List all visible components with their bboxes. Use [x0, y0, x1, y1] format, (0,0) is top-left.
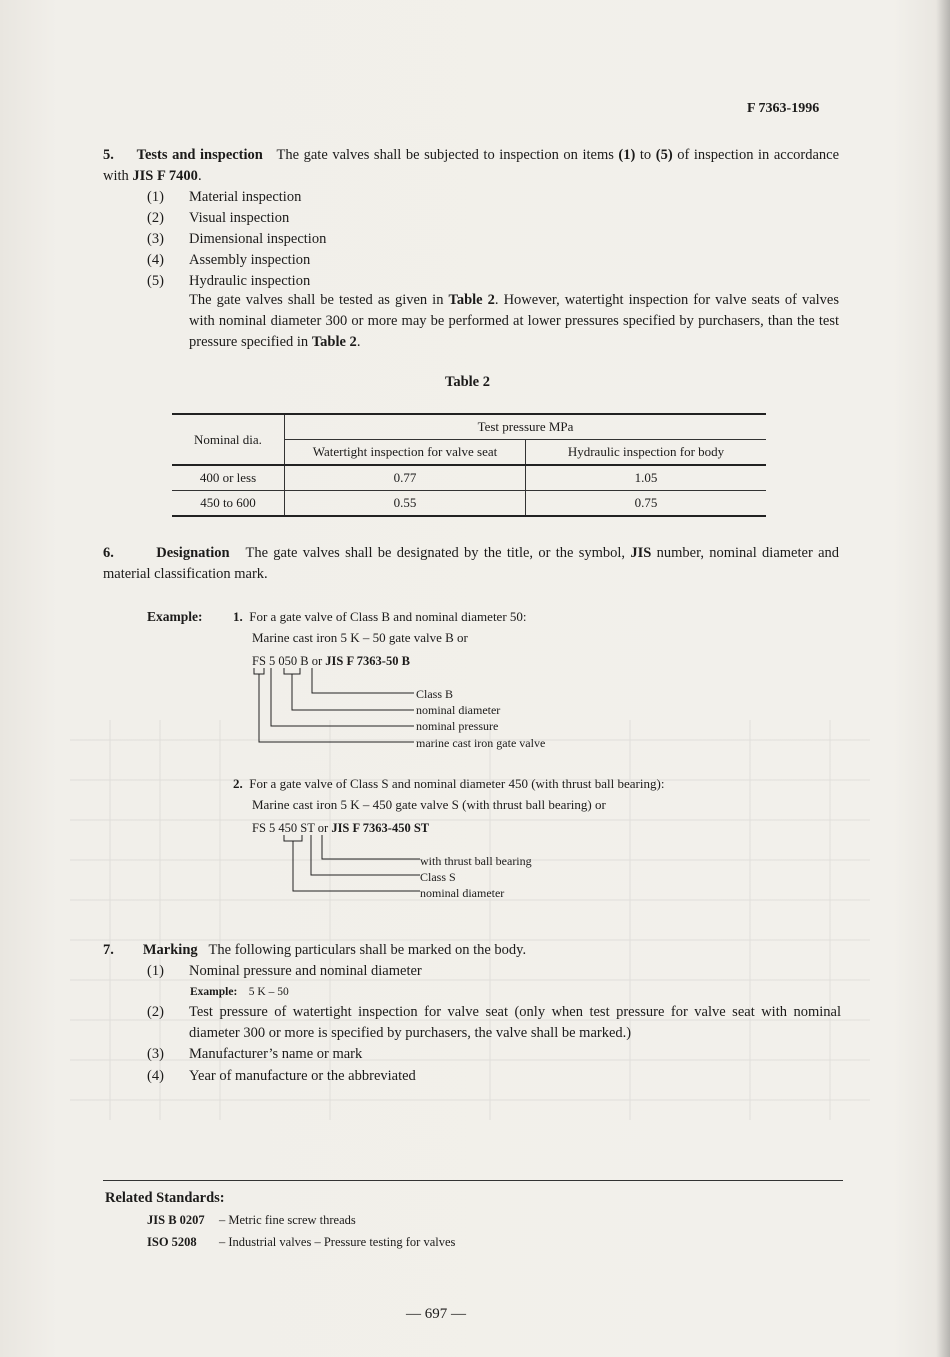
- annotation-nominal-pressure: nominal pressure: [416, 719, 499, 733]
- annotation-thrust-ball-bearing: with thrust ball bearing: [420, 854, 532, 868]
- related-standard-item: JIS B 0207 – Metric fine screw threads: [147, 1213, 356, 1227]
- header-body: Hydraulic inspection for body: [526, 440, 767, 466]
- example-2-line2: Marine cast iron 5 K – 450 gate valve S (with thrust ball bearing) or: [252, 797, 606, 812]
- divider: [103, 1180, 843, 1181]
- cell-dia: 450 to 600: [172, 491, 285, 517]
- list-item: Test pressure of watertight inspection for valve seat (only when test pressure for valve seat with nominal diameter 300 or more is specified by purchasers, the valve shall be marked.): [189, 1004, 841, 1041]
- example-2-code: FS 5 450 ST or JIS F 7363-450 ST: [252, 821, 430, 835]
- section-title: Designation: [156, 545, 230, 561]
- section-5-intro: 5. Tests and inspection The gate valves shall be subjected to inspection on items (1) to (5) of inspection in accordance with JIS F 7400.: [103, 147, 840, 184]
- header-valve-seat: Watertight inspection for valve seat: [285, 440, 526, 466]
- example-2-line1: 2. For a gate valve of Class S and nominal diameter 450 (with thrust ball bearing):: [233, 776, 665, 791]
- list-item-number: (3): [147, 1046, 164, 1062]
- table-row: [172, 491, 766, 517]
- cell-body: 0.75: [526, 491, 767, 517]
- header-test-pressure: Test pressure MPa: [285, 414, 767, 440]
- example-label: Example:: [147, 609, 203, 624]
- cell-seat: 0.55: [285, 491, 526, 517]
- marking-example: Example: 5 K – 50: [190, 986, 289, 998]
- example-1-code: FS 5 050 B or JIS F 7363-50 B: [252, 654, 410, 668]
- section-title: Tests and inspection: [136, 147, 263, 163]
- section-number: 7.: [103, 942, 114, 958]
- annotation-class-b: Class B: [416, 687, 454, 701]
- cell-body: 1.05: [526, 465, 767, 491]
- example-1-diagram: [250, 668, 430, 750]
- list-item-number: (2): [147, 1004, 164, 1020]
- section-6-intro: 6. Designation The gate valves shall be designated by the title, or the symbol, JIS number, nominal diameter and material classification mark.: [103, 545, 840, 582]
- page-number: — 697 —: [406, 1306, 466, 1322]
- example-1-line1: 1. For a gate valve of Class B and nominal diameter 50:: [233, 609, 527, 624]
- annotation-valve-type: marine cast iron gate valve: [416, 736, 546, 750]
- section-number: 6.: [103, 545, 114, 561]
- list-item: Manufacturer’s name or mark: [189, 1046, 363, 1062]
- cell-dia: 400 or less: [172, 465, 285, 491]
- list-item: Year of manufacture or the abbreviated: [189, 1068, 416, 1084]
- example-1-line2: Marine cast iron 5 K – 50 gate valve B or: [252, 630, 468, 645]
- related-standards-title: Related Standards:: [105, 1190, 225, 1206]
- document-id: F 7363-1996: [747, 101, 820, 116]
- annotation-class-s: Class S: [420, 870, 456, 884]
- header-nominal-dia: Nominal dia.: [172, 414, 285, 465]
- annotation-nominal-diameter: nominal diameter: [420, 886, 505, 900]
- annotation-nominal-diameter: nominal diameter: [416, 703, 501, 717]
- section-7-intro: 7. Marking The following particulars shall be marked on the body.: [103, 942, 527, 958]
- table-title: Table 2: [445, 374, 490, 390]
- document-page: F 7363-1996 5. Tests and inspection The gate valves shall be subjected to inspection on items (1) to (5) of inspection in accordance with JIS F 7400. (1) Material inspection (2) Visual inspection (3) Dimensional inspection (4) Assembly inspection (5) Hydraulic inspection The gate valves shall be tested as given in Table 2. However, watertight inspection for valve seats of valves with nominal diameter 300 or more may be performed at lower pressures specified by purchasers, than the test pressure specified in Table 2. Table 2 Nominal dia. Test pressure MPa Watertight inspection for valve seat Hydraulic inspection for body 400 or less 0.77 1.05 450 to 600 0.55 0.75 6. Designation The gate valves shall be designated by the title, or the symbol, JIS number, nominal diameter and material classification mark. Example: 1. For a gate valve of Class B and nominal diameter 50: Marine cast iron 5 K – 50 gate valve B or FS 5 050 B or JIS F 7363-50 B Class B nominal diameter nominal pressure marine cast iron gate valve 2. For a gate valve of Class S and nominal diameter 450 (with thrust ball bearing): Marine cast iron 5 K – 450 gate valve S (with thrust ball bearing) or FS 5 450 ST or JIS F 7363-450 ST with thrust ball bearing Class S nominal diameter 7. Marking The following particulars shall be marked on the body. (1) Nominal pressure and nominal diameter Example: 5 K – 50 (2) Test pressure of watertight inspection for valve seat (only when test pressure for valve seat with nominal diameter 300 or more is specified by purchasers, the valve shall be marked.) (3) Manufacturer’s name or mark (4) Year of manufacture or the abbreviated Related Standards: JIS B 0207 – Metric fine screw threads ISO 5208 – Industrial valves – Pressure testing for valves — 697 —: [0, 0, 950, 1357]
- section-title: Marking: [142, 942, 198, 958]
- list-item-number: (4): [147, 1068, 164, 1084]
- table-row: [172, 465, 766, 491]
- test-pressure-table: [172, 413, 766, 517]
- example-2-diagram: [280, 835, 430, 897]
- related-standard-item: ISO 5208 – Industrial valves – Pressure testing for valves: [147, 1235, 456, 1249]
- cell-seat: 0.77: [285, 465, 526, 491]
- section-number: 5.: [103, 147, 114, 163]
- hydraulic-inspection-text: The gate valves shall be tested as given in Table 2. However, watertight inspection for valve seats of valves with nominal diameter 300 or more may be performed at lower pressures specified by purchasers, than the test pressure specified in Table 2.: [189, 292, 839, 350]
